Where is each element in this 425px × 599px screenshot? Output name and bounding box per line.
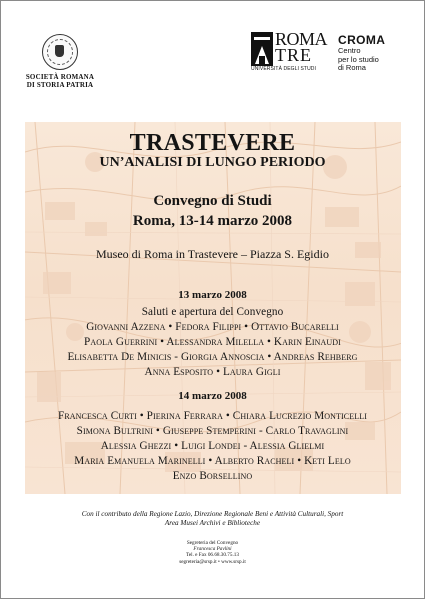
day1-speakers-line: Anna Esposito • Laura Gigli	[144, 366, 281, 378]
croma-logo	[338, 34, 408, 73]
day1-speakers-line: Paola Guerrini • Alessandra Milella • Karin Einaudi	[84, 336, 341, 348]
day2-date: 14 marzo 2008	[178, 390, 247, 402]
event-venue: Museo di Roma in Trastevere – Piazza S. Egidio	[96, 247, 329, 261]
srsp-seal-icon	[42, 34, 78, 70]
roma-tre-arch-icon	[251, 32, 273, 66]
croma-line3: di Roma	[338, 63, 366, 72]
event-dates: Roma, 13-14 marzo 2008	[132, 213, 293, 229]
event-type: Convegno di Studi	[153, 193, 272, 209]
day1-speakers-line: Elisabetta De Minicis - Giorgia Annoscia • Andreas Rehberg	[67, 351, 358, 363]
srsp-name-line2: DI STORIA PATRIA	[26, 81, 94, 89]
secretariat-phone: Tel. e Fax 06.68.30.75.13	[186, 552, 239, 558]
srsp-logo	[25, 34, 95, 89]
roma-tre-university: UNIVERSITÀ DEGLI STUDI	[251, 66, 316, 72]
roma-tre-tre: TRE	[275, 45, 312, 65]
day2-speakers-line: Francesca Curti • Pierina Ferrara • Chiara Lucrezio Monticelli	[58, 410, 367, 422]
day1-speakers-line: Giovanni Azzena • Fedora Filippi • Ottavio Bucarelli	[86, 321, 339, 333]
day1-opening: Saluti e apertura del Convegno	[141, 306, 284, 318]
srsp-name-line1: SOCIETÀ ROMANA	[25, 73, 95, 81]
day2-speakers-line: Simona Bultrini • Giuseppe Stemperini - Carlo Travaglini	[76, 425, 349, 437]
croma-line2: per lo studio	[338, 54, 379, 64]
croma-title: CROMA	[338, 33, 386, 47]
day1-date: 13 marzo 2008	[178, 289, 247, 301]
roma-tre-logo	[251, 29, 328, 72]
roma-tre-roma: ROMA	[275, 29, 328, 49]
day2-speakers-line: Enzo Borsellino	[172, 470, 253, 482]
day2-speakers-line: Alessia Ghezzi • Luigi Londei - Alessia Glielmi	[100, 440, 325, 452]
contribution-line1: Con il contributo della Regione Lazio, Direzione Regionale Beni e Attività Culturali, Sport	[81, 510, 344, 518]
contribution-line2: Area Musei Archivi e Biblioteche	[164, 519, 261, 527]
croma-line1: Centro	[338, 46, 361, 55]
secretariat-label: Segreteria del Convegno	[186, 540, 239, 546]
event-title: TRASTEVERE	[129, 130, 296, 156]
event-subtitle: UN’ANALISI DI LUNGO PERIODO	[99, 155, 326, 170]
secretariat-email-link[interactable]: segreteria@srsp.it • www.srsp.it	[179, 559, 246, 565]
day2-speakers-line: Maria Emanuela Marinelli • Alberto Racheli • Keti Lelo	[74, 455, 351, 467]
secretariat-name: Francesca Pavlini	[193, 546, 232, 552]
